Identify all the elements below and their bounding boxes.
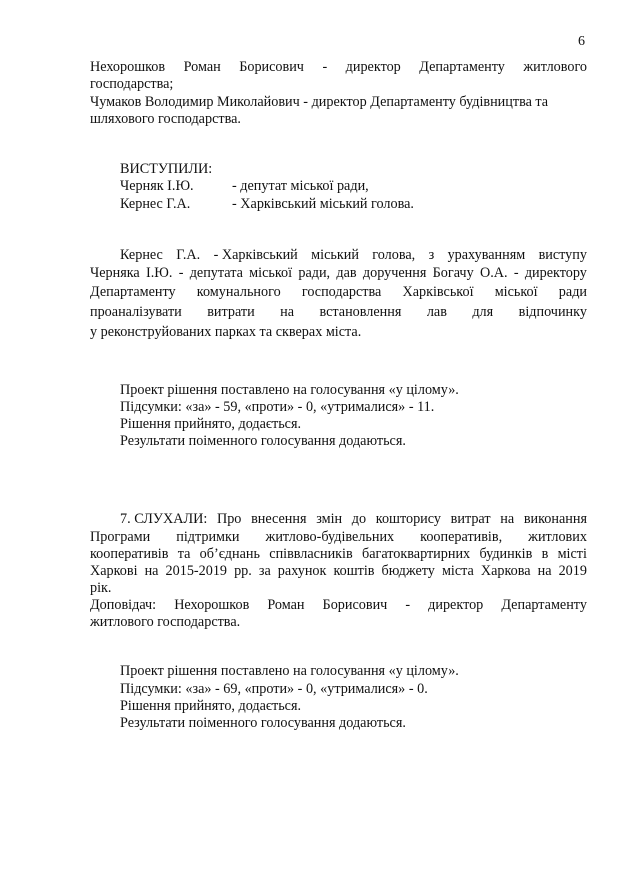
word: багатоквартирних (362, 546, 471, 562)
item7-line-1 (120, 511, 587, 528)
word: змін (316, 511, 343, 527)
word: кооперативів, (420, 529, 503, 545)
word: кооперативів (90, 546, 169, 562)
item7-line-5: рік. (90, 580, 112, 596)
word: виконання (523, 511, 587, 527)
word: ради, (298, 265, 331, 281)
word: Роман (183, 59, 221, 75)
word: Г.А. (176, 247, 201, 263)
word: ради (558, 284, 587, 300)
word: за (258, 563, 271, 579)
word: на (144, 563, 159, 579)
item7-line-4 (90, 563, 587, 580)
intro-line-1 (90, 59, 587, 76)
word: житлового (523, 59, 587, 75)
word: на (537, 563, 552, 579)
word: на (500, 511, 515, 527)
word: Харкові (90, 563, 138, 579)
word: директору (524, 265, 587, 281)
speaker-name: Кернес Г.А. (120, 196, 191, 212)
word: Нехорошков (90, 59, 166, 75)
word: Доповідач: (90, 597, 157, 613)
speakers-heading: ВИСТУПИЛИ: (120, 161, 213, 177)
word: Харкова (480, 563, 531, 579)
vote1-line-4: Результати поіменного голосування додаються. (120, 433, 406, 449)
word: встановлення (319, 304, 402, 320)
word: - (513, 265, 519, 281)
vote1-line-3: Рішення прийнято, додається. (120, 416, 302, 432)
word: бюджету (381, 563, 435, 579)
word: голова, (372, 247, 416, 263)
item7-line-6 (90, 597, 587, 614)
word: Роман (267, 597, 305, 613)
word: будинків (479, 546, 533, 562)
word: міський (311, 247, 359, 263)
word: - (405, 597, 411, 613)
word: Борисович (239, 59, 304, 75)
statement-line-3 (90, 284, 587, 301)
intro-line-4: шляхового господарства. (90, 111, 241, 127)
vote1-line-2: Підсумки: «за» - 59, «проти» - 0, «утрималися» - 11. (120, 399, 435, 415)
speaker-name: Черняк І.Ю. (120, 178, 194, 194)
word: дав (336, 265, 357, 281)
word: кошторису (375, 511, 441, 527)
word: для (472, 304, 494, 320)
word: місті (557, 546, 587, 562)
word: житлово-будівельних (265, 529, 395, 545)
item7-line-7: житлового господарства. (90, 614, 241, 630)
vote1-line-1: Проект рішення поставлено на голосування «у цілому». (120, 382, 459, 398)
word: Програми (90, 529, 151, 545)
word: міської (494, 284, 538, 300)
word: урахуванням (447, 247, 526, 263)
word: виступу (538, 247, 587, 263)
word: - Харківський (213, 247, 298, 263)
vote2-line-3: Рішення прийнято, додається. (120, 698, 302, 714)
speaker-role: - депутат міської ради, (232, 178, 369, 194)
item7-line-2 (90, 529, 587, 546)
word: до (351, 511, 367, 527)
speaker-role: - Харківський міський голова. (232, 196, 414, 212)
word: - (178, 265, 184, 281)
page-number: 6 (578, 34, 585, 49)
statement-line-5: у реконструйованих парках та скверах міста. (90, 324, 362, 340)
word: Департаменту (501, 597, 587, 613)
word: 2015-2019 (165, 563, 228, 579)
speaker-row (120, 196, 414, 213)
statement-line-1 (120, 247, 587, 264)
word: Харківської (402, 284, 474, 300)
word: Черняка (90, 265, 140, 281)
word: депутата (189, 265, 243, 281)
word: Департаменту (90, 284, 176, 300)
word: директор (428, 597, 484, 613)
intro-line-3: Чумаков Володимир Миколайович - директор Департаменту будівництва та (90, 94, 549, 110)
word: лав (426, 304, 447, 320)
word: Департаменту (419, 59, 505, 75)
speaker-row (120, 178, 369, 195)
word: І.Ю. (146, 265, 173, 281)
word: міста (441, 563, 474, 579)
word: Нехорошков (174, 597, 250, 613)
word: 2019 (558, 563, 587, 579)
word: рахунок (277, 563, 327, 579)
word: проаналізувати (90, 304, 182, 320)
statement-line-4 (90, 304, 587, 321)
word: відпочинку (518, 304, 587, 320)
word: 7. СЛУХАЛИ: (120, 511, 208, 527)
word: витрат (450, 511, 491, 527)
word: Борисович (322, 597, 388, 613)
statement-line-2 (90, 265, 587, 282)
word: внесення (251, 511, 307, 527)
word: господарства (301, 284, 382, 300)
word: житлових (528, 529, 587, 545)
word: об’єднань (199, 546, 260, 562)
word: співвласників (269, 546, 353, 562)
word: підтримки (176, 529, 240, 545)
word: Кернес (120, 247, 163, 263)
word: - (322, 59, 328, 75)
vote2-line-2: Підсумки: «за» - 69, «проти» - 0, «утрималися» - 0. (120, 681, 428, 697)
item7-line-3 (90, 546, 587, 563)
vote2-line-1: Проект рішення поставлено на голосування «у цілому». (120, 663, 459, 679)
word: доручення (362, 265, 427, 281)
word: директор (345, 59, 401, 75)
word: О.А. (479, 265, 508, 281)
word: рр. (234, 563, 252, 579)
word: міської (249, 265, 293, 281)
word: та (177, 546, 191, 562)
word: комунального (196, 284, 281, 300)
word: в (541, 546, 549, 562)
intro-line-2: господарства; (90, 76, 174, 92)
vote2-line-4: Результати поіменного голосування додаються. (120, 715, 406, 731)
word: з (428, 247, 435, 263)
word: на (280, 304, 295, 320)
word: Про (216, 511, 242, 527)
word: витрати (207, 304, 255, 320)
word: коштів (333, 563, 375, 579)
word: Богачу (432, 265, 474, 281)
